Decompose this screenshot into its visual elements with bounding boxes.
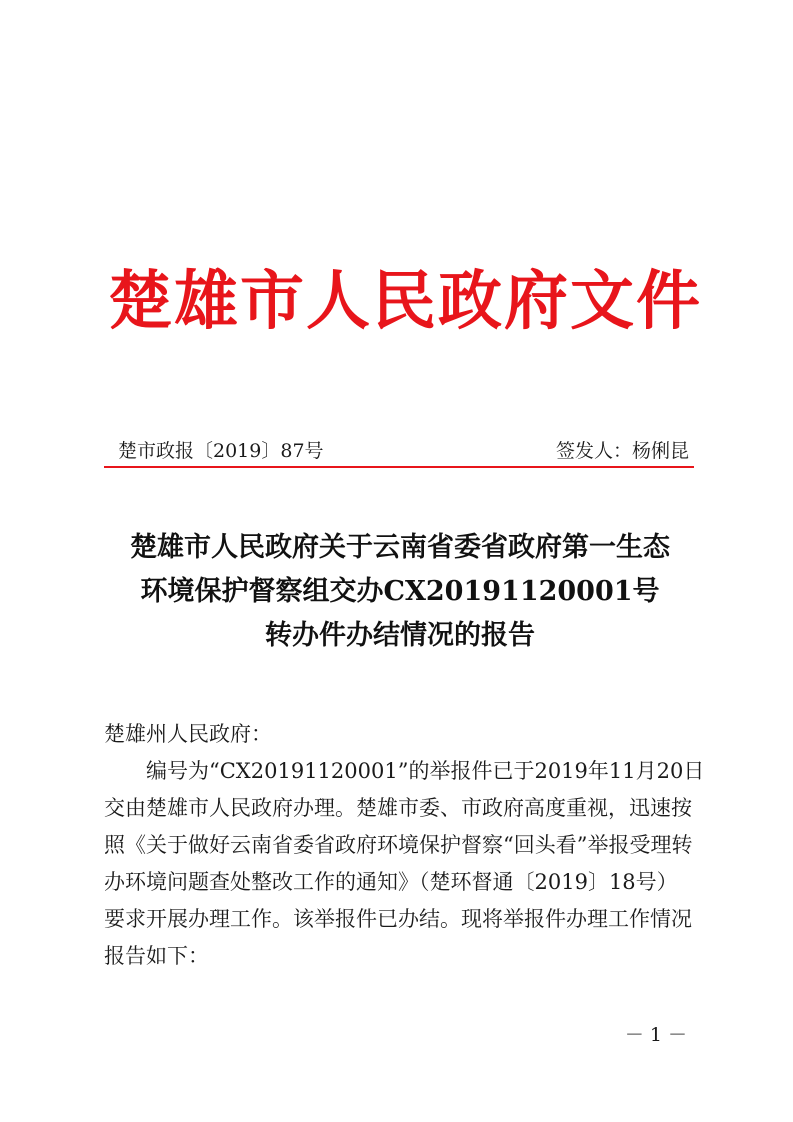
body-line: 交由楚雄市人民政府办理。楚雄市委、市政府高度重视，迅速按 [104, 796, 692, 820]
masthead-title: 楚雄市人民政府文件 [108, 264, 702, 339]
signer: 签发人：杨俐昆 [555, 440, 689, 462]
document-title [90, 526, 710, 658]
document-body [104, 716, 705, 975]
body-line: 报告如下： [104, 944, 209, 968]
body-line: 照《关于做好云南省委省政府环境保护督察“回头看”举报受理转 [104, 833, 693, 857]
body-line: 要求开展办理工作。该举报件已办结。现将举报件办理工作情况 [104, 907, 692, 931]
title-line: 环境保护督察组交办CX20191120001号 [140, 576, 660, 607]
salutation: 楚雄州人民政府： [104, 722, 272, 746]
body-line: 办环境问题查处整改工作的通知》（楚环督通〔2019〕18号） [104, 870, 678, 894]
body-line: 编号为“CX20191120001”的举报件已于2019年11月20日 [146, 759, 705, 783]
title-line: 楚雄市人民政府关于云南省委省政府第一生态 [130, 532, 670, 563]
page-number: － 1 － [624, 1024, 687, 1046]
title-line: 转办件办结情况的报告 [265, 620, 535, 651]
document-number: 楚市政报〔2019〕87号 [118, 440, 324, 462]
red-divider-line [104, 466, 694, 468]
